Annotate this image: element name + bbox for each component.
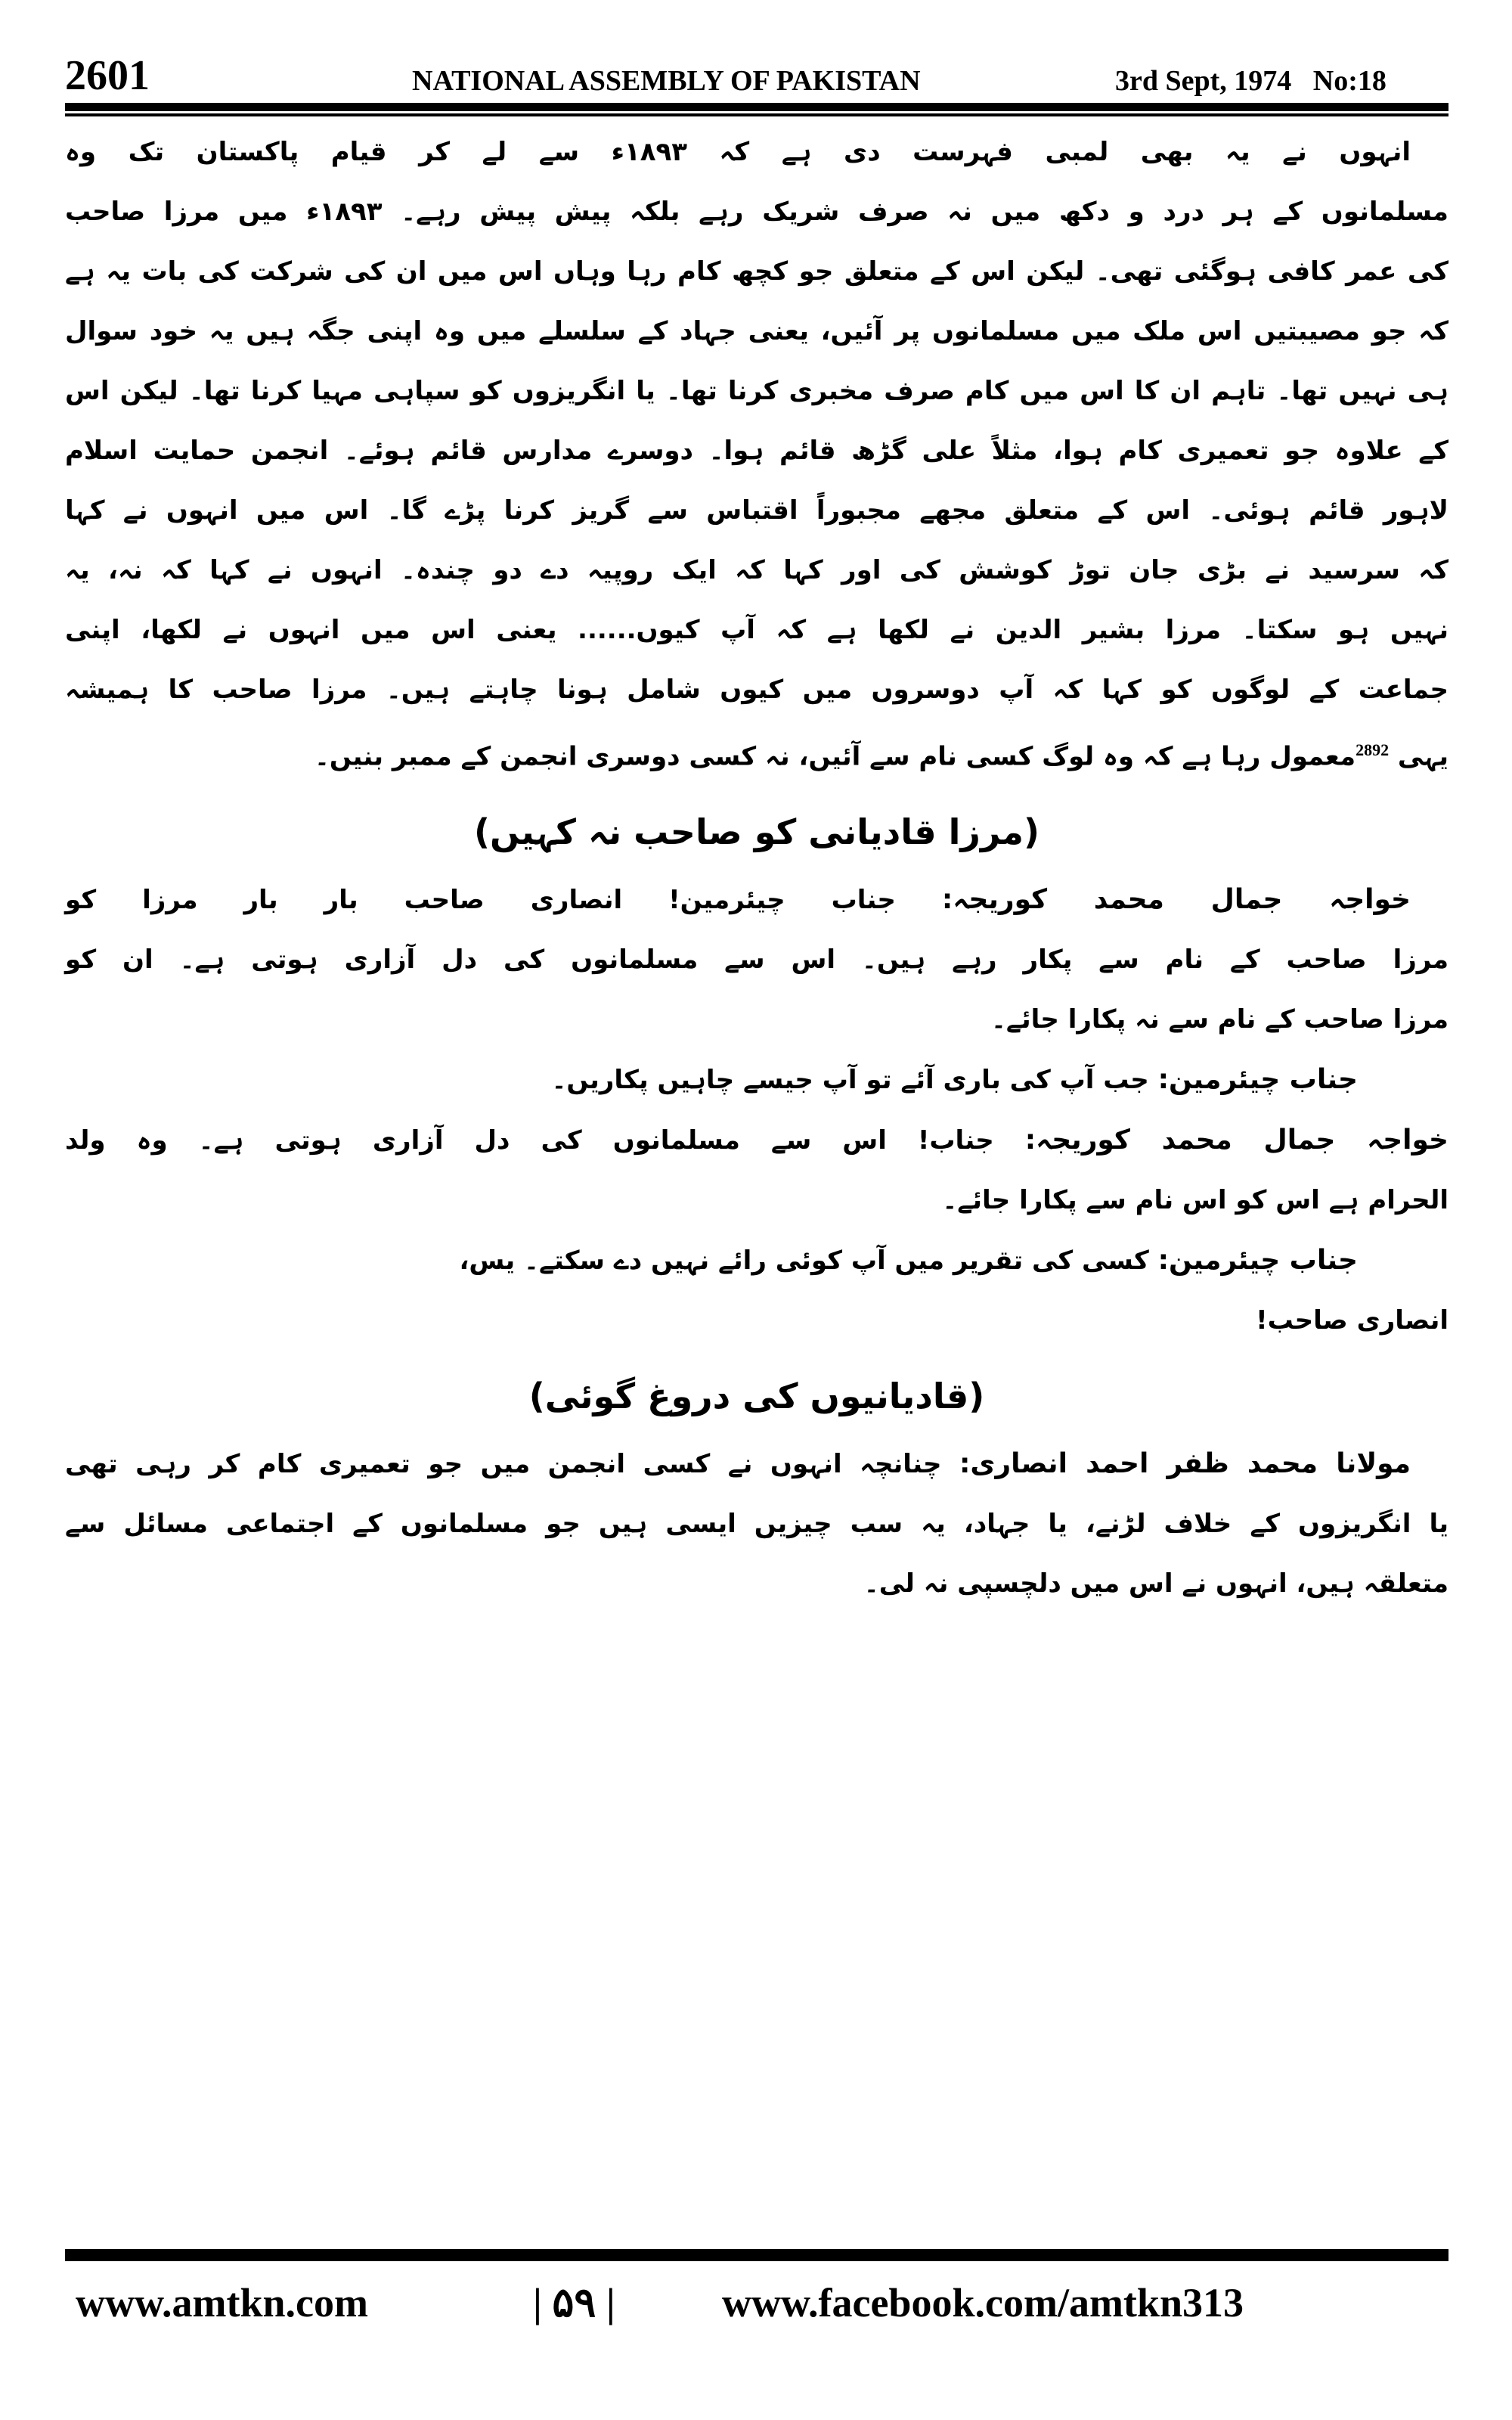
speech-text: جناب چیئرمین! انصاری صاحب بار بار مرزا کو: [65, 885, 896, 916]
dialogue-line: الحرام ہے اس کو اس نام سے پکارا جائے۔: [942, 1185, 1448, 1216]
section-heading: (قادیانیوں کی دروغ گوئی): [528, 1376, 985, 1417]
dialogue-line: [65, 1110, 1448, 1171]
footer-facebook-link[interactable]: www.facebook.com/amtkn313: [722, 2280, 1244, 2326]
dialogue-line: [65, 1050, 1448, 1110]
speaker-name: جناب چیئرمین:: [1157, 1245, 1358, 1277]
text-line: نہیں ہو سکتا۔ مرزا بشیر الدین نے لکھا ہے کہ آپ کیوں...... یعنی اس میں انہوں نے لکھا، اپنی: [65, 615, 1448, 645]
dialogue-line: [65, 1434, 1448, 1494]
text-fragment: معمول رہا ہے کہ وہ لوگ کسی نام سے آئیں، نہ کسی دوسری انجمن کے ممبر بنیں۔: [314, 741, 1356, 772]
text-line: انہوں نے یہ بھی لمبی فہرست دی ہے کہ ۱۸۹۳ء سے لے کر قیام پاکستان تک وہ: [65, 137, 1411, 167]
page-header: [65, 0, 1448, 100]
dialogue-line: مرزا صاحب کے نام سے پکار رہے ہیں۔ اس سے مسلمانوں کی دل آزاری ہوتی ہے۔ ان کو: [65, 945, 1448, 976]
header-rule-thin: [65, 113, 1448, 116]
header-date-number: 3rd Sept, 1974 No:18: [1115, 65, 1387, 97]
footer-website-link[interactable]: www.amtkn.com: [76, 2280, 368, 2326]
footer-rule: [65, 2249, 1448, 2261]
text-line: مسلمانوں کے ہر درد و دکھ میں نہ صرف شریک رہے بلکہ پیش پیش رہے۔ ۱۸۹۳ء میں مرزا صاحب: [65, 197, 1448, 227]
speech-text: جب آپ کی باری آئے تو آپ جیسے چاہیں پکاریں۔: [551, 1065, 1149, 1096]
text-line: کہ سرسید نے بڑی جان توڑ کوشش کی اور کہا کہ ایک روپیہ دے دو چندہ۔ انہوں نے کہا کہ نہ، یہ: [65, 555, 1448, 585]
section-heading: (مرزا قادیانی کو صاحب نہ کہیں): [473, 811, 1040, 853]
page-footer: [65, 2276, 1448, 2329]
speech-text: چنانچہ انہوں نے کسی انجمن میں جو تعمیری کام کر رہی تھی: [65, 1449, 942, 1480]
text-line: [65, 720, 1448, 786]
page-body: [65, 123, 1448, 1614]
text-line: کے علاوہ جو تعمیری کام ہوا، مثلاً علی گڑھ قائم ہوا۔ دوسرے مدارس قائم ہوئے۔ انجمن حمایت اسلام: [65, 436, 1448, 466]
text-line: جماعت کے لوگوں کو کہا کہ آپ دوسروں میں کیوں شامل ہونا چاہتے ہیں۔ مرزا صاحب کا ہمیشہ: [65, 675, 1448, 705]
dialogue-line: [65, 1230, 1448, 1291]
dialogue-line: متعلقہ ہیں، انہوں نے اس میں دلچسپی نہ لی۔: [863, 1568, 1448, 1599]
text-line: کی عمر کافی ہوگئی تھی۔ لیکن اس کے متعلق جو کچھ کام رہا وہاں اس میں ان کی شرکت کی بات یہ ہے: [65, 256, 1448, 287]
footer-page-number: | ۵۹ |: [533, 2280, 615, 2326]
text-fragment: یہی: [1397, 741, 1448, 772]
dialogue-line: مرزا صاحب کے نام سے نہ پکارا جائے۔: [990, 1004, 1448, 1035]
header-title: NATIONAL ASSEMBLY OF PAKISTAN: [412, 65, 921, 97]
speaker-name: جناب چیئرمین:: [1157, 1064, 1358, 1096]
dialogue-line: یا انگریزوں کے خلاف لڑنے، یا جہاد، یہ سب چیزیں ایسی ہیں جو مسلمانوں کے اجتماعی مسائل سے: [65, 1509, 1448, 1540]
text-line: ہی نہیں تھا۔ تاہم ان کا اس میں کام صرف مخبری کرنا تھا۔ یا انگریزوں کو سپاہی مہیا کرنا تھا۔ لیکن اس: [65, 376, 1448, 406]
speech-text: کسی کی تقریر میں آپ کوئی رائے نہیں دے سکتے۔ یس،: [459, 1246, 1149, 1277]
text-line: کہ جو مصیبتیں اس ملک میں مسلمانوں پر آئیں، یعنی جہاد کے سلسلے میں وہ اپنی جگہ ہیں یہ خود سوال: [65, 316, 1448, 346]
dialogue-line: [65, 870, 1448, 930]
footnote-reference: 2892: [1356, 740, 1390, 759]
dialogue-line: انصاری صاحب!: [1256, 1305, 1448, 1336]
speaker-name: خواجہ جمال محمد کوریجہ:: [1024, 1125, 1448, 1156]
page-number: 2601: [65, 52, 150, 99]
speech-text: جناب! اس سے مسلمانوں کی دل آزاری ہوتی ہے۔ وہ ولد: [65, 1125, 994, 1156]
text-line: لاہور قائم ہوئی۔ اس کے متعلق مجھے مجبوراً اقتباس سے گریز کرنا پڑے گا۔ اس میں انہوں نے کہا: [65, 495, 1448, 526]
speaker-name: خواجہ جمال محمد کوریجہ:: [941, 884, 1411, 916]
header-rule-thick: [65, 103, 1448, 111]
speaker-name: مولانا محمد ظفر احمد انصاری:: [959, 1448, 1411, 1480]
page: [65, 0, 1448, 2329]
